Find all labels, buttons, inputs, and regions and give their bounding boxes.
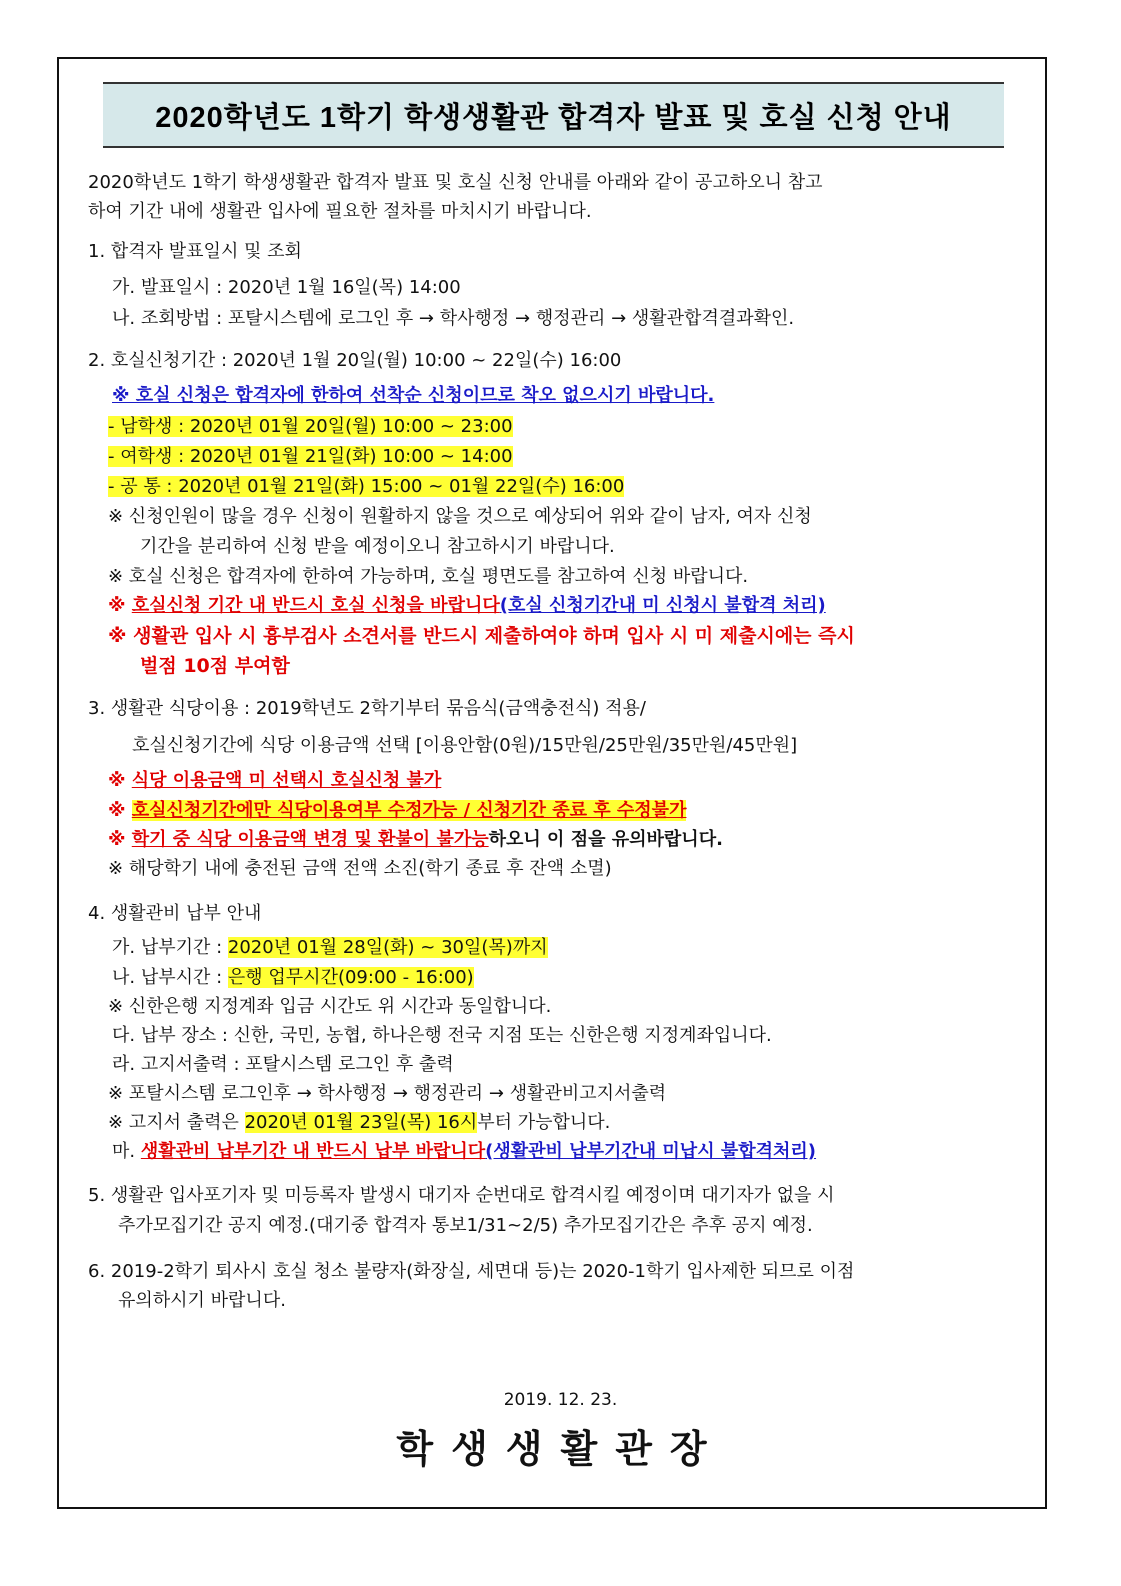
section-4-heading: 4. 생활관비 납부 안내 — [88, 903, 262, 924]
bank-note: ※ 신한은행 지정계좌 입금 시간도 위 시간과 동일합니다. — [108, 996, 552, 1017]
female-period: - 여학생 : 2020년 01월 21일(화) 10:00 ~ 14:00 — [108, 446, 513, 467]
title-banner — [103, 82, 1004, 148]
section-6-line-2: 유의하시기 바랍니다. — [118, 1290, 286, 1311]
page-title: 2020학년도 1학기 학생생활관 합격자 발표 및 호실 신청 안내 — [155, 101, 952, 134]
section-5-line-1: 5. 생활관 입사포기자 및 미등록자 발생시 대기자 순번대로 합격시킬 예정이며 대기자가 없을 시 — [88, 1185, 835, 1206]
intro-line-2: 하여 기간 내에 생활관 입사에 필요한 절차를 마치시기 바랍니다. — [88, 201, 592, 222]
meal-options: 호실신청기간에 식당 이용금액 선택 [이용안함(0원)/15만원/25만원/35만원/45만원] — [132, 735, 798, 756]
note-floorplan: ※ 호실 신청은 합격자에 한하여 가능하며, 호실 평면도를 참고하여 신청 바랍니다. — [108, 566, 749, 587]
issue-date: 2019. 12. 23. — [503, 1390, 618, 1410]
lookup-method: 나. 조회방법 : 포탈시스템에 로그인 후 → 학사행정 → 행정관리 → 생활관합격결과확인. — [112, 308, 795, 329]
meal-rule-2: ※ 호실신청기간에만 식당이용여부 수정가능 / 신청기간 종료 후 수정불가 — [108, 800, 687, 821]
bill-print: 라. 고지서출력 : 포탈시스템 로그인 후 출력 — [112, 1054, 454, 1075]
meal-rule-1: ※ 식당 이용금액 미 선택시 호실신청 불가 — [108, 770, 442, 791]
common-period: - 공 통 : 2020년 01월 21일(화) 15:00 ~ 01월 22일(수) 16:00 — [108, 476, 625, 497]
meal-rule-3: ※ 학기 중 식당 이용금액 변경 및 환불이 불가능하오니 이 점을 유의바랍니다. — [108, 829, 723, 850]
section-1-heading: 1. 합격자 발표일시 및 조회 — [88, 241, 302, 262]
bill-print-date: ※ 고지서 출력은 2020년 01월 23일(목) 16시부터 가능합니다. — [108, 1112, 611, 1133]
section-2-heading: 2. 호실신청기간 : 2020년 1월 20일(월) 10:00 ~ 22일(수) 16:00 — [88, 350, 622, 371]
note-split: ※ 신청인원이 많을 경우 신청이 원활하지 않을 것으로 예상되어 위와 같이 남자, 여자 신청 — [108, 506, 812, 527]
section-6-line-1: 6. 2019-2학기 퇴사시 호실 청소 불량자(화장실, 세면대 등)는 2020-1학기 입사제한 되므로 이점 — [88, 1261, 855, 1282]
section-5-line-2: 추가모집기간 공지 예정.(대기중 합격자 통보1/31~2/5) 추가모집기간은 추후 공지 예정. — [118, 1215, 813, 1236]
section-3-heading: 3. 생활관 식당이용 : 2019학년도 2학기부터 묶음식(금액충전식) 적용/ — [88, 698, 646, 719]
note-chest-exam: ※ 생활관 입사 시 흉부검사 소견서를 반드시 제출하여야 하며 입사 시 미 제출시에는 즉시 — [108, 625, 855, 647]
payment-period: 가. 납부기간 : 2020년 01월 28일(화) ~ 30일(목)까지 — [112, 937, 548, 958]
male-period: - 남학생 : 2020년 01월 20일(월) 10:00 ~ 23:00 — [108, 416, 513, 437]
payment-place: 다. 납부 장소 : 신한, 국민, 농협, 하나은행 전국 지점 또는 신한은행 지정계좌입니다. — [112, 1025, 772, 1046]
note-split-cont: 기간을 분리하여 신청 받을 예정이오니 참고하시기 바랍니다. — [140, 536, 615, 557]
intro-line-1: 2020학년도 1학기 학생생활관 합격자 발표 및 호실 신청 안내를 아래와 같이 공고하오니 참고 — [88, 172, 823, 193]
first-come-notice: ※ 호실 신청은 합격자에 한하여 선착순 신청이므로 착오 없으시기 바랍니다. — [112, 385, 715, 406]
note-deadline: ※ 호실신청 기간 내 반드시 호실 신청을 바랍니다(호실 신청기간내 미 신청시 불합격 처리) — [108, 595, 826, 616]
payment-time: 나. 납부시간 : 은행 업무시간(09:00 - 16:00) — [112, 967, 474, 988]
note-chest-exam-cont: 벌점 10점 부여함 — [140, 655, 290, 677]
announce-time: 가. 발표일시 : 2020년 1월 16일(목) 14:00 — [112, 277, 461, 298]
payment-deadline: 마. 생활관비 납부기간 내 반드시 납부 바랍니다(생활관비 납부기간내 미납시 불합격처리) — [112, 1141, 817, 1162]
bill-print-path: ※ 포탈시스템 로그인후 → 학사행정 → 행정관리 → 생활관비고지서출력 — [108, 1083, 667, 1104]
meal-rule-4: ※ 해당학기 내에 충전된 금액 전액 소진(학기 종료 후 잔액 소멸) — [108, 858, 612, 879]
signature: 학생생활관장 — [396, 1427, 725, 1471]
